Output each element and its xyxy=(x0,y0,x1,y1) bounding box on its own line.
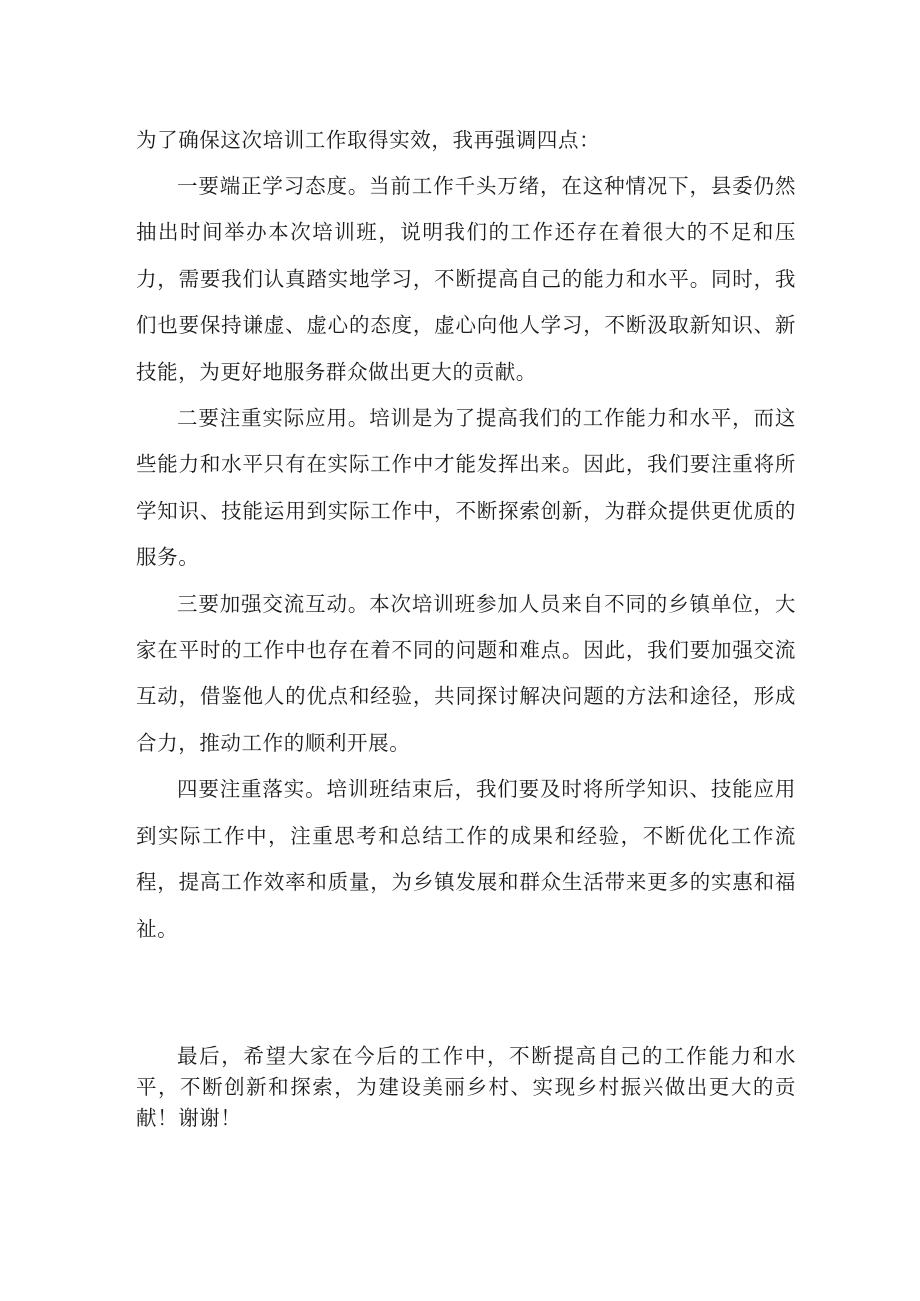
paragraph-4: 四要注重落实。培训班结束后，我们要及时将所学知识、技能应用到实际工作中，注重思考和总结工作的成果和经验，不断优化工作流程，提高工作效率和质量，为乡镇发展和群众生活带来更多的实惠和福祉。 xyxy=(136,777,796,941)
intro-paragraph: 为了确保这次培训工作取得实效，我再强调四点： xyxy=(136,128,601,152)
paragraph-1: 一要端正学习态度。当前工作千头万绪，在这种情况下，县委仍然抽出时间举办本次培训班，说明我们的工作还存在着很大的不足和压力，需要我们认真踏实地学习，不断提高自己的能力和水平。同时，我们也要保持谦虚、虚心的态度，虚心向他人学习，不断汲取新知识、新技能，为更好地服务群众做出更大的贡献。 xyxy=(136,174,796,384)
closing-paragraph: 最后，希望大家在今后的工作中，不断提高自己的工作能力和水平，不断创新和探索，为建设美丽乡村、实现乡村振兴做出更大的贡献！谢谢！ xyxy=(136,1044,796,1130)
paragraph-3: 三要加强交流互动。本次培训班参加人员来自不同的乡镇单位，大家在平时的工作中也存在着不同的问题和难点。因此，我们要加强交流互动，借鉴他人的优点和经验，共同探讨解决问题的方法和途径，形成合力，推动工作的顺利开展。 xyxy=(136,591,796,755)
body-block xyxy=(136,163,796,952)
closing-block xyxy=(136,1041,796,1134)
paragraph-2: 二要注重实际应用。培训是为了提高我们的工作能力和水平，而这些能力和水平只有在实际工作中才能发挥出来。因此，我们要注重将所学知识、技能运用到实际工作中，不断探索创新，为群众提供更优质的服务。 xyxy=(136,406,796,570)
intro-block xyxy=(136,117,796,163)
